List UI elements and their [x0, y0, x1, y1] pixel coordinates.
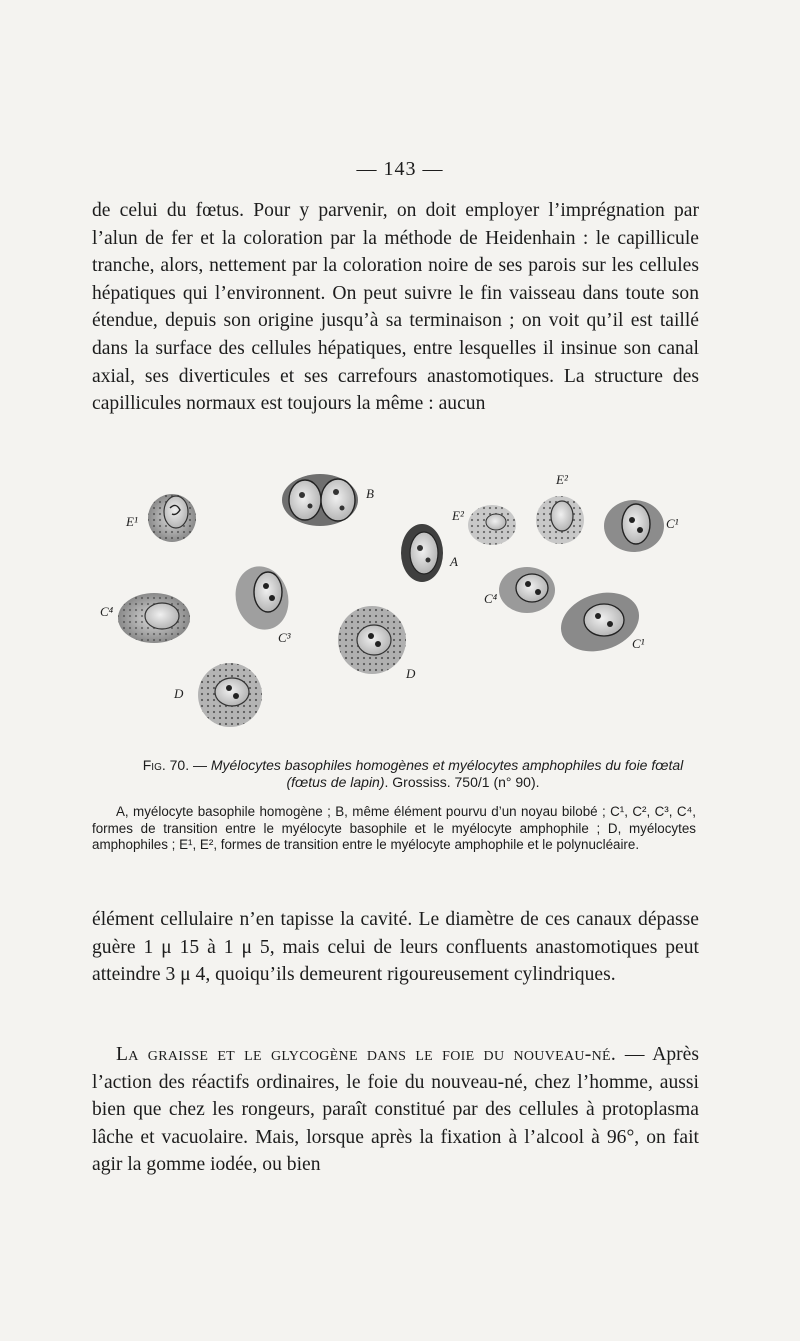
label-e2-top: E² — [556, 472, 568, 487]
section-heading: La graisse et le glycogène dans le foie du nouveau-né. — [116, 1044, 617, 1065]
cell-d-left — [198, 663, 262, 727]
label-d-mid: D — [406, 666, 416, 681]
figure-subtitle: (fœtus de lapin) — [286, 774, 385, 790]
paragraph-3 — [92, 1041, 699, 1179]
figure-legend: A, myélocyte basophile homogène ; B, même élément pourvu d’un noyau bilobé ; C¹, C², C³, C⁴, formes de transition entre le myélocyte basophile et le myélocyte amphophile ; D, myélocytes amphophiles ; E¹, E², formes de transition entre le myélocyte amphophile et le polynucléaire. — [92, 804, 696, 852]
cell-c3 — [229, 560, 296, 635]
figure-70 — [92, 470, 699, 750]
label-c4-mid: C⁴ — [484, 591, 498, 606]
cell-b — [282, 474, 358, 526]
label-d-left: D — [174, 686, 184, 701]
cell-d-mid — [338, 606, 406, 674]
figure-title: Myélocytes basophiles homogènes et myélocytes amphophiles du foie fœtal — [210, 757, 684, 773]
label-e1: E¹ — [126, 514, 138, 529]
figure-magnification: . Grossiss. 750/1 (n° 90). — [384, 774, 540, 790]
label-a: A — [450, 554, 458, 569]
figure-caption: Fig. 70. — Myélocytes basophiles homogènes et myélocytes amphophiles du foie fœtal (fœtus de lapin). Grossiss. 750/1 (n° 90). — [142, 757, 684, 790]
cell-a — [401, 524, 443, 582]
cell-e2-top — [536, 496, 584, 544]
cell-e1 — [148, 494, 196, 542]
label-b: B — [366, 486, 374, 501]
cell-c4-left — [118, 593, 190, 643]
label-e2: E² — [452, 508, 464, 523]
label-c3: C³ — [278, 630, 291, 645]
label-c4-left: C⁴ — [100, 604, 114, 619]
cell-e2 — [468, 505, 516, 545]
cell-c4-mid — [499, 567, 555, 613]
paragraph-3-body: — Après l’action des réactifs ordinaires, le foie du nouveau-né, chez l’homme, aussi bien que chez les rongeurs, paraît constitué par des cellules à protoplasma lâche et vacuolaire. Mais, lorsque après la fixation à l’alcool à 96°, on fait agir la gomme iodée, ou bien — [92, 1044, 699, 1176]
cell-c1-right — [604, 500, 664, 552]
figure-label: Fig. 70. — [142, 757, 190, 773]
page-number: — 143 — — [356, 158, 444, 180]
paragraph-1: de celui du fœtus. Pour y parvenir, on doit employer l’imprégnation par l’alun de fer et la coloration par la méthode de Heidenhain : le capillicule tranche, alors, nettement par la coloration noire de ses parois sur les cellules hépatiques qui l’environnent. On peut suivre le fin vaisseau dans toute son étendue, depuis son origine jusqu’à sa terminaison ; on voit qu’il est taillé dans la surface des cellules hépatiques, entre lesquelles il insinue son canal axial, ses diverticules et ses carrefours anastomotiques. La structure des capillicules normaux est toujours la même : aucun — [92, 200, 699, 415]
label-c1-lower: C¹ — [632, 636, 645, 651]
paragraph-2: élément cellulaire n’en tapisse la cavité. Le diamètre de ces canaux dépasse guère 1 μ 15 à 1 μ 5, mais celui de leurs confluents anastomotiques peut atteindre 3 μ 4, quoiqu’ils demeurent rigoureusement cylindriques. — [92, 909, 699, 986]
cell-illustration — [92, 470, 699, 750]
label-c1-right: C¹ — [666, 516, 679, 531]
